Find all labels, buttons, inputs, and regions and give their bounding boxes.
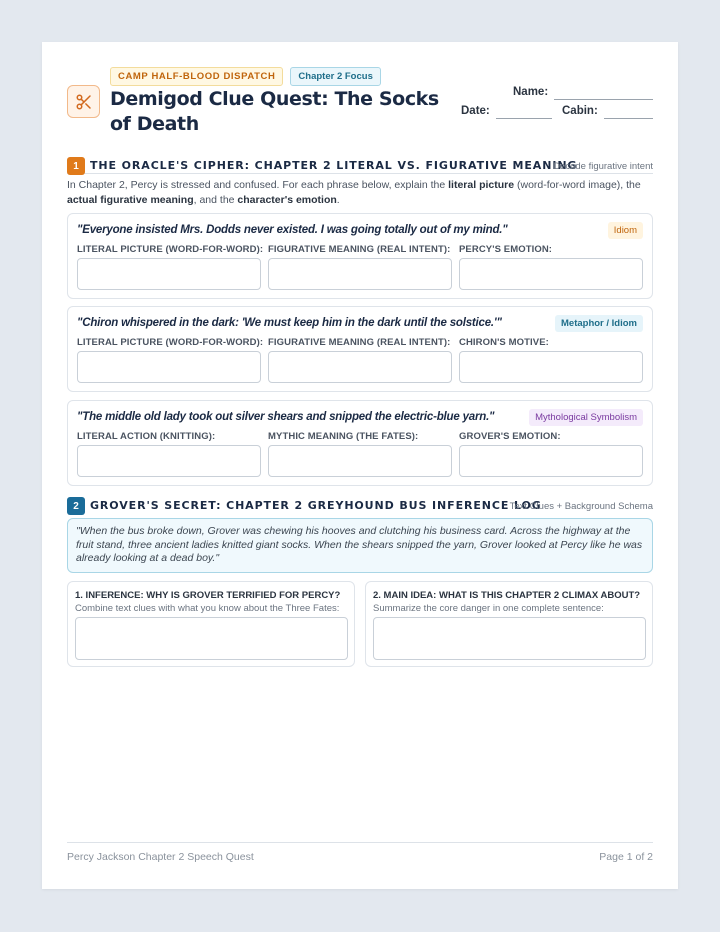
main-idea-answer-box[interactable] — [373, 617, 646, 660]
section-1-number: 1 — [67, 157, 85, 175]
cabin-field[interactable] — [604, 118, 653, 119]
page-title: Demigod Clue Quest: The Socks of Death — [110, 88, 439, 135]
section-1-instructions: In Chapter 2, Percy is stressed and confused. For each phrase below, explain the literal picture (word-for-word image), the actual figurative meaning, and the character's emotion. — [67, 179, 641, 206]
phrase-quote: "Everyone insisted Mrs. Dodds never existed. I was going totally out of my mind." — [77, 224, 508, 236]
question-hint: Combine text clues with what you know about the Three Fates: — [75, 603, 340, 614]
motive-label: CHIRON'S MOTIVE: — [459, 337, 549, 348]
footer-divider — [67, 842, 653, 843]
name-field[interactable] — [554, 99, 653, 100]
emotion-answer-box[interactable] — [459, 258, 643, 290]
literal-action-label: LITERAL ACTION (KNITTING): — [77, 431, 216, 442]
date-label: Date: — [461, 105, 490, 117]
section-1-title: THE ORACLE'S CIPHER: CHAPTER 2 LITERAL VS. FIGURATIVE MEANING — [90, 159, 578, 172]
section-2-number: 2 — [67, 497, 85, 515]
phrase-card-2 — [67, 306, 653, 392]
cabin-label: Cabin: — [562, 105, 598, 117]
question-hint: Summarize the core danger in one complete sentence: — [373, 603, 604, 614]
name-label: Name: — [513, 86, 549, 98]
figurative-answer-box[interactable] — [268, 258, 452, 290]
section-2-header — [67, 497, 653, 515]
section-1-header — [67, 157, 653, 175]
mythic-meaning-label: MYTHIC MEANING (THE FATES): — [268, 431, 419, 442]
motive-answer-box[interactable] — [459, 351, 643, 383]
literal-answer-box[interactable] — [77, 351, 261, 383]
phrase-quote: "The middle old lady took out silver shears and snipped the electric-blue yarn." — [77, 411, 495, 423]
phrase-type-tag: Idiom — [608, 222, 643, 239]
worksheet-page — [42, 42, 678, 889]
page-number: Page 1 of 2 — [599, 851, 653, 863]
figurative-label: FIGURATIVE MEANING (REAL INTENT): — [268, 244, 451, 255]
dispatch-tag: CAMP HALF-BLOOD DISPATCH — [110, 67, 283, 86]
literal-label: LITERAL PICTURE (WORD-FOR-WORD): — [77, 244, 264, 255]
phrase-card-3 — [67, 400, 653, 486]
scissors-icon — [67, 85, 100, 118]
footer-title: Percy Jackson Chapter 2 Speech Quest — [67, 851, 254, 863]
section-2-note: Text Clues + Background Schema — [509, 501, 653, 512]
section-2-title: GROVER'S SECRET: CHAPTER 2 GREYHOUND BUS INFERENCE LOG — [90, 499, 542, 512]
figurative-label: FIGURATIVE MEANING (REAL INTENT): — [268, 337, 451, 348]
literal-answer-box[interactable] — [77, 258, 261, 290]
phrase-card-1 — [67, 213, 653, 299]
inference-question-card — [67, 581, 355, 667]
reading-passage: "When the bus broke down, Grover was chewing his hooves and clutching his business card. Across the highway at the fruit stand, three ancient ladies knitted giant socks. When the shears snipped the yarn, Grover looked at Percy like he was already looking at a dead boy." — [67, 518, 653, 573]
question-title: 2. MAIN IDEA: WHAT IS THIS CHAPTER 2 CLIMAX ABOUT? — [373, 590, 641, 601]
mythic-answer-box[interactable] — [268, 445, 452, 477]
emotion-answer-box[interactable] — [459, 445, 643, 477]
section-1-note: Decode figurative intent — [553, 161, 653, 172]
literal-label: LITERAL PICTURE (WORD-FOR-WORD): — [77, 337, 264, 348]
figurative-answer-box[interactable] — [268, 351, 452, 383]
emotion-label: GROVER'S EMOTION: — [459, 431, 561, 442]
chapter-focus-tag: Chapter 2 Focus — [290, 67, 380, 86]
literal-answer-box[interactable] — [77, 445, 261, 477]
phrase-type-tag: Metaphor / Idiom — [555, 315, 643, 332]
phrase-type-tag: Mythological Symbolism — [529, 409, 643, 426]
emotion-label: PERCY'S EMOTION: — [459, 244, 553, 255]
phrase-quote: "Chiron whispered in the dark: 'We must keep him in the dark until the solstice.'" — [77, 317, 502, 329]
question-title: 1. INFERENCE: WHY IS GROVER TERRIFIED FOR PERCY? — [75, 590, 341, 601]
main-idea-question-card — [365, 581, 653, 667]
date-field[interactable] — [496, 118, 552, 119]
header-tags — [110, 67, 381, 86]
inference-answer-box[interactable] — [75, 617, 348, 660]
